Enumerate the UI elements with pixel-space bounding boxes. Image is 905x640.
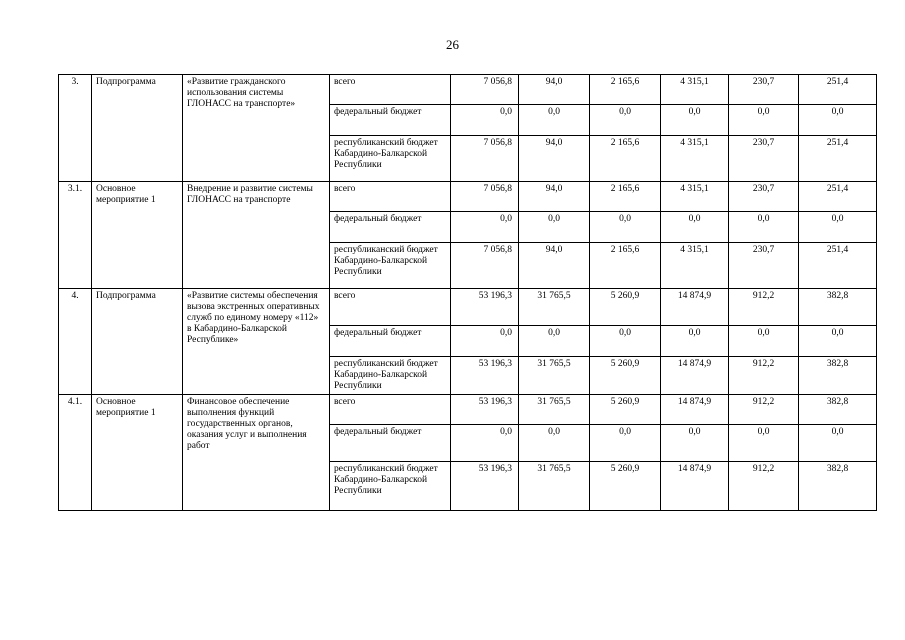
value-cell: 14 874,9 xyxy=(661,395,729,425)
table-row xyxy=(59,75,877,105)
value-cell: 230,7 xyxy=(729,75,799,105)
value-cell: 14 874,9 xyxy=(661,357,729,395)
value-cell: 0,0 xyxy=(799,326,877,357)
value-cell: 230,7 xyxy=(729,182,799,212)
table-row xyxy=(59,395,877,425)
source-total: всего xyxy=(330,75,451,105)
value-cell: 0,0 xyxy=(590,425,661,462)
value-cell: 0,0 xyxy=(661,105,729,136)
value-cell: 382,8 xyxy=(799,395,877,425)
value-cell: 2 165,6 xyxy=(590,243,661,289)
value-cell: 0,0 xyxy=(729,105,799,136)
value-cell: 53 196,3 xyxy=(451,395,519,425)
value-cell: 53 196,3 xyxy=(451,462,519,511)
value-cell: 31 765,5 xyxy=(519,289,590,326)
value-cell: 0,0 xyxy=(451,212,519,243)
value-cell: 94,0 xyxy=(519,75,590,105)
source-total: всего xyxy=(330,289,451,326)
value-cell: 4 315,1 xyxy=(661,243,729,289)
source-federal: федеральный бюджет xyxy=(330,425,451,462)
value-cell: 251,4 xyxy=(799,243,877,289)
value-cell: 0,0 xyxy=(799,105,877,136)
value-cell: 14 874,9 xyxy=(661,462,729,511)
value-cell: 0,0 xyxy=(590,212,661,243)
value-cell: 4 315,1 xyxy=(661,75,729,105)
value-cell: 0,0 xyxy=(799,212,877,243)
source-total: всего xyxy=(330,395,451,425)
value-cell: 31 765,5 xyxy=(519,462,590,511)
value-cell: 0,0 xyxy=(451,105,519,136)
value-cell: 251,4 xyxy=(799,136,877,182)
source-federal: федеральный бюджет xyxy=(330,326,451,357)
value-cell: 0,0 xyxy=(729,326,799,357)
table-row xyxy=(59,182,877,212)
value-cell: 5 260,9 xyxy=(590,395,661,425)
row-kind: Подпрограмма xyxy=(92,75,183,182)
row-name: Финансовое обеспечение выполнения функций государственных органов, оказания услуг и выполнения работ xyxy=(183,395,330,511)
value-cell: 0,0 xyxy=(799,425,877,462)
value-cell: 31 765,5 xyxy=(519,357,590,395)
source-republic: республиканский бюджет Кабардино-Балкарской Республики xyxy=(330,357,451,395)
row-name: Внедрение и развитие системы ГЛОНАСС на транспорте xyxy=(183,182,330,289)
value-cell: 5 260,9 xyxy=(590,289,661,326)
row-number: 4.1. xyxy=(59,395,92,511)
row-kind: Основное мероприятие 1 xyxy=(92,182,183,289)
value-cell: 2 165,6 xyxy=(590,136,661,182)
source-republic: республиканский бюджет Кабардино-Балкарской Республики xyxy=(330,136,451,182)
table-row xyxy=(59,289,877,326)
value-cell: 14 874,9 xyxy=(661,289,729,326)
value-cell: 2 165,6 xyxy=(590,182,661,212)
value-cell: 94,0 xyxy=(519,243,590,289)
value-cell: 0,0 xyxy=(590,105,661,136)
value-cell: 230,7 xyxy=(729,243,799,289)
value-cell: 382,8 xyxy=(799,357,877,395)
value-cell: 0,0 xyxy=(590,326,661,357)
row-number: 4. xyxy=(59,289,92,395)
source-federal: федеральный бюджет xyxy=(330,105,451,136)
value-cell: 0,0 xyxy=(661,425,729,462)
value-cell: 7 056,8 xyxy=(451,75,519,105)
value-cell: 382,8 xyxy=(799,289,877,326)
value-cell: 4 315,1 xyxy=(661,182,729,212)
value-cell: 912,2 xyxy=(729,357,799,395)
value-cell: 94,0 xyxy=(519,136,590,182)
value-cell: 0,0 xyxy=(661,326,729,357)
value-cell: 5 260,9 xyxy=(590,462,661,511)
page-number: 26 xyxy=(446,37,459,52)
row-number: 3. xyxy=(59,75,92,182)
value-cell: 912,2 xyxy=(729,289,799,326)
source-republic: республиканский бюджет Кабардино-Балкарской Республики xyxy=(330,462,451,511)
value-cell: 0,0 xyxy=(661,212,729,243)
value-cell: 53 196,3 xyxy=(451,357,519,395)
source-total: всего xyxy=(330,182,451,212)
value-cell: 2 165,6 xyxy=(590,75,661,105)
value-cell: 0,0 xyxy=(729,425,799,462)
value-cell: 31 765,5 xyxy=(519,395,590,425)
value-cell: 0,0 xyxy=(451,425,519,462)
value-cell: 7 056,8 xyxy=(451,136,519,182)
value-cell: 230,7 xyxy=(729,136,799,182)
budget-table xyxy=(58,74,877,511)
row-number: 3.1. xyxy=(59,182,92,289)
value-cell: 912,2 xyxy=(729,395,799,425)
value-cell: 0,0 xyxy=(519,105,590,136)
row-kind: Подпрограмма xyxy=(92,289,183,395)
value-cell: 251,4 xyxy=(799,182,877,212)
value-cell: 382,8 xyxy=(799,462,877,511)
value-cell: 912,2 xyxy=(729,462,799,511)
row-name: «Развитие системы обеспечения вызова экстренных оперативных служб по единому номеру «112» в Кабардино-Балкарской Республике» xyxy=(183,289,330,395)
value-cell: 53 196,3 xyxy=(451,289,519,326)
value-cell: 0,0 xyxy=(451,326,519,357)
row-kind: Основное мероприятие 1 xyxy=(92,395,183,511)
value-cell: 0,0 xyxy=(519,425,590,462)
value-cell: 94,0 xyxy=(519,182,590,212)
value-cell: 4 315,1 xyxy=(661,136,729,182)
value-cell: 0,0 xyxy=(519,212,590,243)
source-federal: федеральный бюджет xyxy=(330,212,451,243)
value-cell: 251,4 xyxy=(799,75,877,105)
value-cell: 0,0 xyxy=(729,212,799,243)
source-republic: республиканский бюджет Кабардино-Балкарской Республики xyxy=(330,243,451,289)
value-cell: 7 056,8 xyxy=(451,243,519,289)
value-cell: 0,0 xyxy=(519,326,590,357)
value-cell: 7 056,8 xyxy=(451,182,519,212)
row-name: «Развитие гражданского использования системы ГЛОНАСС на транспорте» xyxy=(183,75,330,182)
value-cell: 5 260,9 xyxy=(590,357,661,395)
